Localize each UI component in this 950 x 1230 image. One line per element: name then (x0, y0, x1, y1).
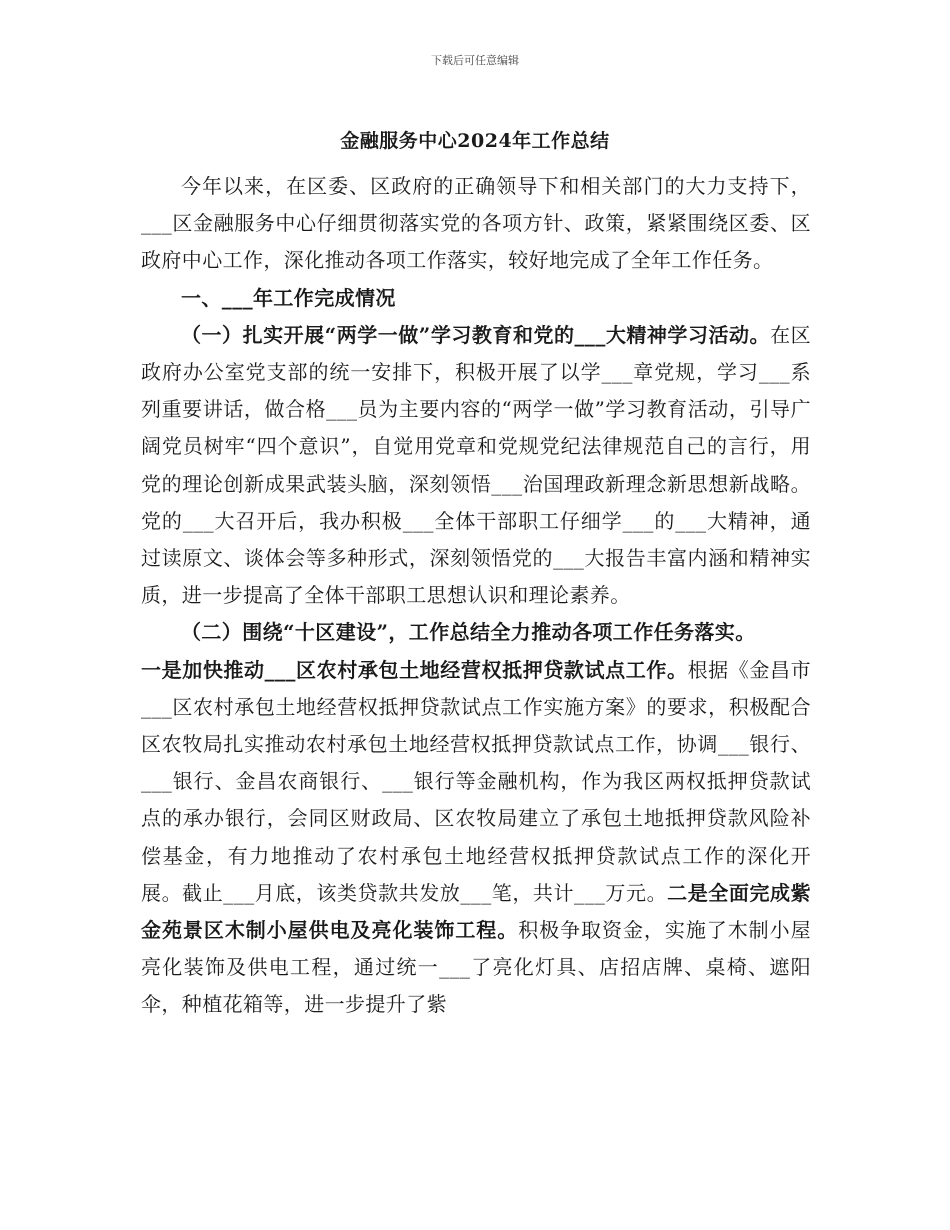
subsection-2-paragraph (141, 652, 811, 1024)
subsection-1-heading: （一）扎实开展“两学一做”学习教育和党的___大精神学习活动。 (181, 322, 771, 347)
document-title: 金融服务中心2024年工作总结 (340, 130, 610, 152)
subsection-2-heading: （二）围绕“十区建设”，工作总结全力推动各项工作任务落实。 (181, 620, 756, 645)
item-1-heading: 一是加快推动___区农村承包土地经营权抵押贷款试点工作。 (141, 657, 688, 682)
subsection-1-paragraph (141, 317, 811, 615)
document-body (141, 168, 811, 1024)
subsection-1-body: 在区政府办公室党支部的统一安排下，积极开展了以学___章党规，学习___系列重要讲话，做合格___员为主要内容的“两学一做”学习教育活动，引导广阔党员树牢“四个意识”，自觉用党章和党规党纪法律规范自己的言行，用党的理论创新成果武装头脑，深刻领悟___治国理政新理念新思想新战略。党的___大召开后，我办积极___全体干部职工仔细学___的___大精神，通过读原文、谈体会等多种形式，深刻领悟党的___大报告丰富内涵和精神实质，进一步提高了全体干部职工思想认识和理论素养。 (141, 322, 811, 608)
item-2-body: 积极争取资金，实施了木制小屋亮化装饰及供电工程，通过统一___了亮化灯具、店招店牌、桌椅、遮阳伞，种植花箱等，进一步提升了紫 (141, 918, 811, 1017)
item-1-body: 根据《金昌市___区农村承包土地经营权抵押贷款试点工作实施方案》的要求，积极配合区农牧局扎实推动农村承包土地经营权抵押贷款试点工作，协调___银行、___银行、金昌农商银行、___银行等金融机构，作为我区两权抵押贷款试点的承办银行，会同区财政局、区农牧局建立了承包土地抵押贷款风险补偿基金，有力地推动了农村承包土地经营权抵押贷款试点工作的深化开展。截止___月底，该类贷款共发放___笔，共计___万元。 (141, 657, 811, 905)
intro-paragraph: 今年以来，在区委、区政府的正确领导下和相关部门的大力支持下，___区金融服务中心仔细贯彻落实党的各项方针、政策，紧紧围绕区委、区政府中心工作，深化推动各项工作落实，较好地完成了全年工作任务。 (141, 174, 811, 273)
page-header-note: 下载后可任意编辑 (431, 54, 519, 67)
item-2-heading: 二是全面完成紫金苑景区木制小屋供电及亮化装饰工程。 (141, 880, 811, 943)
section-heading: 一、___年工作完成情况 (181, 285, 396, 310)
